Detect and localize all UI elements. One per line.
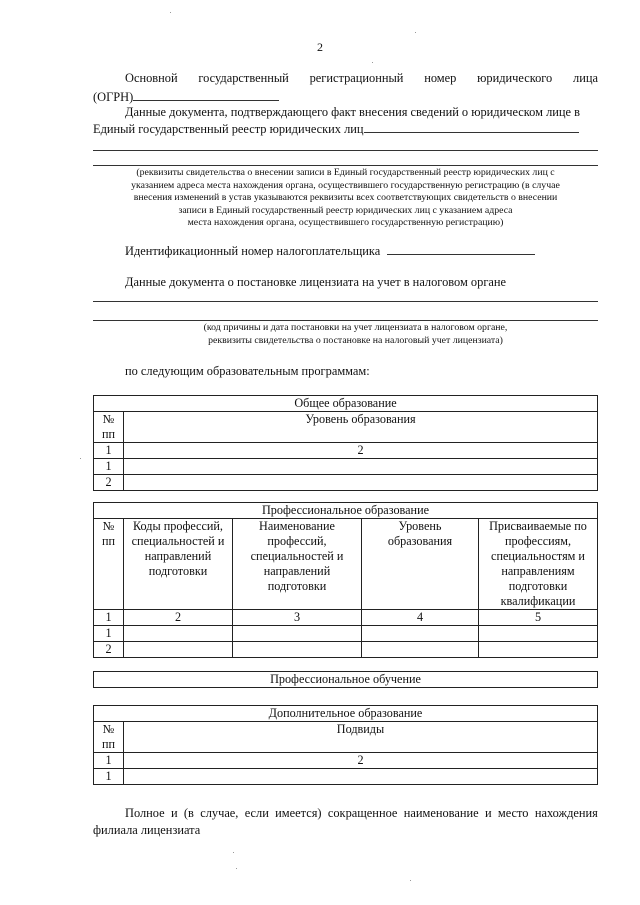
programs-intro: по следующим образовательным программам: xyxy=(125,364,370,378)
general-level-cell[interactable] xyxy=(124,459,598,475)
general-level-cell[interactable] xyxy=(124,475,598,491)
registry-field-2[interactable] xyxy=(93,150,598,151)
scan-speck xyxy=(410,880,411,881)
inn-line: Идентификационный номер налогоплательщика xyxy=(125,242,535,259)
prof-num-3: 3 xyxy=(233,610,362,626)
professional-title: Профессиональное образование xyxy=(94,503,598,519)
additional-num-2: 2 xyxy=(124,753,598,769)
table-row: 2 xyxy=(94,475,598,491)
training-title: Профессиональное обучение xyxy=(94,672,598,688)
branch-line: Полное и (в случае, если имеется) сокращенное наименование и место нахождения xyxy=(125,806,598,820)
additional-subtype-cell[interactable] xyxy=(124,769,598,785)
registry-line1: Данные документа, подтверждающего факт внесения сведений о юридическом лице в xyxy=(125,105,580,119)
prof-header-qualifications: Присваиваемые по профессиям, специальностям и направлениям подготовки квалификации xyxy=(479,519,598,610)
additional-sub-header: Подвиды xyxy=(124,722,598,753)
additional-no-header: № пп xyxy=(94,722,124,753)
inn-field[interactable] xyxy=(387,242,535,255)
registry-field-1[interactable] xyxy=(364,120,579,133)
prof-num-5: 5 xyxy=(479,610,598,626)
general-title: Общее образование xyxy=(94,396,598,412)
scan-speck xyxy=(233,852,234,853)
tax-label: Данные документа о постановке лицензиата на учет в налоговом органе xyxy=(125,275,507,289)
registry-field-3[interactable] xyxy=(93,165,598,166)
professional-education-table xyxy=(93,502,598,658)
registry-line2: Единый государственный реестр юридических лиц xyxy=(93,120,598,137)
page-number: 2 xyxy=(317,40,323,54)
scan-speck xyxy=(80,458,81,459)
general-num-2: 2 xyxy=(124,443,598,459)
general-education-table xyxy=(93,395,598,491)
tax-note: (код причины и дата постановки на учет лицензиата в налоговом органе, реквизиты свидетельства о постановке на налоговый учет лицензиата) xyxy=(203,322,508,346)
ogrn-field[interactable] xyxy=(133,88,279,101)
general-level-header: Уровень образования xyxy=(124,412,598,443)
table-row: 1 xyxy=(94,769,598,785)
branch-line2: филиала лицензиата xyxy=(93,823,201,837)
prof-header-level: Уровень образования xyxy=(362,519,479,610)
tax-field-1[interactable] xyxy=(93,301,598,302)
additional-num-1: 1 xyxy=(94,753,124,769)
ogrn-label: (ОГРН) xyxy=(93,88,279,105)
scan-speck xyxy=(415,32,416,33)
additional-education-table xyxy=(93,705,598,785)
prof-header-names: Наименование профессий, специальностей и направлений подготовки xyxy=(233,519,362,610)
prof-header-no: № пп xyxy=(94,519,124,610)
additional-title: Дополнительное образование xyxy=(94,706,598,722)
general-no-header: № пп xyxy=(94,412,124,443)
table-row: 2 xyxy=(94,642,598,658)
scan-speck xyxy=(372,62,373,63)
scan-speck xyxy=(170,12,171,13)
ogrn-line: Основной государственный регистрационный номер юридического лица xyxy=(125,71,598,85)
general-num-1: 1 xyxy=(94,443,124,459)
tax-field-2[interactable] xyxy=(93,320,598,321)
prof-num-4: 4 xyxy=(362,610,479,626)
prof-num-2: 2 xyxy=(124,610,233,626)
table-row: 1 xyxy=(94,459,598,475)
registry-note: (реквизиты свидетельства о внесении записи в Единый государственный реестр юридических лиц с указанием адреса места нахождения органа, осуществившего государственную регистрацию (в случае внесения изменений в устав указываются реквизиты всех соответствующих свидетельств о внесении записи в Единый государственный реестр юридических лиц с указанием адреса места нахождения органа, осуществившего государственную регистрацию) xyxy=(131,167,560,228)
professional-training-table xyxy=(93,671,598,688)
prof-header-codes: Коды профессий, специальностей и направлений подготовки xyxy=(124,519,233,610)
table-row: 1 xyxy=(94,626,598,642)
prof-num-1: 1 xyxy=(94,610,124,626)
scan-speck xyxy=(236,868,237,869)
